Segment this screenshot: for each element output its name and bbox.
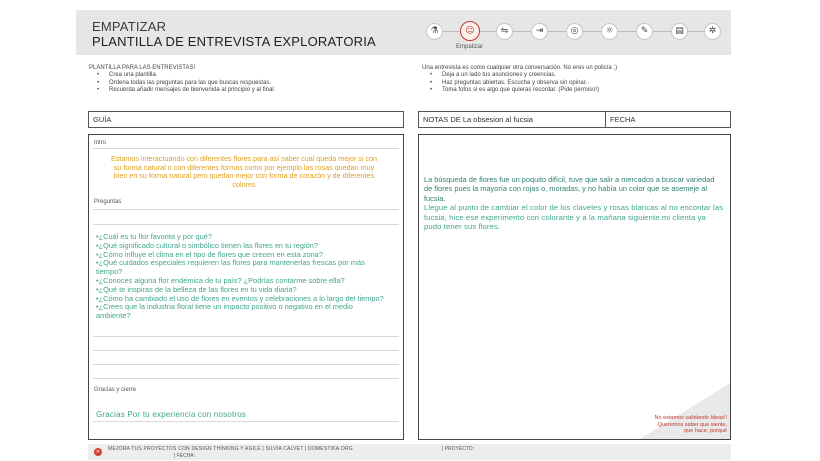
- signpost-icon[interactable]: ⇥: [531, 23, 548, 40]
- guia-header: GUÍA: [88, 111, 404, 128]
- list-item: • Haz preguntas abiertas. Escucha y observa sin opinar.: [430, 80, 617, 87]
- question-item: •¿Crees que la industria floral tiene un impacto positivo o negativo en el medio ambiente?: [96, 302, 353, 321]
- cycle-icon[interactable]: ✲: [704, 23, 721, 40]
- template-page: [76, 10, 731, 459]
- question-item: •¿Qué cuidados especiales requieren las flores para mantenerlas frescas por más tiempo?: [96, 258, 365, 277]
- divider: [93, 209, 399, 210]
- section-title: EMPATIZAR: [92, 19, 167, 34]
- pencil-icon[interactable]: ✎: [636, 23, 653, 40]
- gracias-label: Gracias y cierre: [94, 387, 137, 393]
- closing-note[interactable]: Gracias Por tu experiencia con nosotros: [96, 410, 247, 419]
- instructions-left: [89, 65, 274, 94]
- divider: [93, 224, 399, 225]
- divider: [93, 148, 399, 149]
- lightbulb-icon[interactable]: ☼: [601, 23, 618, 40]
- header-bar: [76, 10, 731, 55]
- preguntas-label: Preguntas: [94, 199, 122, 205]
- instructions-right: [422, 65, 617, 94]
- list-item: • Crea una plantilla.: [97, 72, 274, 79]
- connect-icon[interactable]: ⇋: [496, 23, 513, 40]
- instructions-left-title: PLANTILLA PARA LAS ENTREVISTAS!: [89, 65, 196, 71]
- logo-icon: ✕: [95, 449, 101, 455]
- footer-bar: [88, 444, 731, 460]
- question-item: •¿Qué te inspiras de la belleza de las flores en tu vida diaria?: [96, 284, 297, 294]
- divider: [93, 350, 399, 351]
- process-steps: [426, 21, 721, 41]
- footer-proyecto: | PROYECTO:: [442, 446, 475, 452]
- notas-header[interactable]: NOTAS DE La obsesion al fucsia: [418, 111, 606, 128]
- interview-note-1[interactable]: La búsqueda de flores fue un poquito difícil, tuve que salir a mercados a buscar variedad de flores pues la mayoría con rojas o, moradas, y no había un color que se asemeje al fucsia.: [424, 175, 715, 203]
- target-icon[interactable]: ◎: [566, 23, 583, 40]
- interview-note-2[interactable]: Llegue al punto de cambiar el color de los claveles y rosas blancas al no encontar las fucsia, hice ese experimento con colorante y a la mañana siguiente mi clienta ya pudo tener sus flores.: [424, 203, 724, 232]
- active-step-label: Empatizar: [456, 44, 484, 50]
- instructions-right-title: Una entrevista es como cualquier otra conversación. No eres un policía ;): [422, 65, 618, 71]
- questions-list[interactable]: [96, 233, 386, 321]
- divider: [93, 364, 399, 365]
- divider: [93, 378, 399, 379]
- notes-panel[interactable]: [418, 134, 731, 440]
- flask-icon[interactable]: ⚗: [426, 23, 443, 40]
- instructions-left-list: [97, 72, 274, 94]
- corner-reminder: No estamos validando Ideas!! Queremos saber que siente, que hace, porqué: [654, 415, 727, 435]
- divider: [93, 421, 399, 422]
- instructions-right-list: [430, 72, 617, 94]
- list-item: • Ordena todas las preguntas para las que buscas respuestas.: [97, 80, 274, 87]
- board-icon[interactable]: ▤: [671, 23, 688, 40]
- footer-credits: MEJORA TUS PROYECTOS CON DESIGN THINKING Y AGILE | SILVIA CALVET | DOMESTIKA.ORG: [108, 446, 353, 452]
- fecha-header[interactable]: FECHA: [605, 111, 731, 128]
- list-item: • Deja a un lado tus asunciones y creencias.: [430, 72, 617, 79]
- question-item: •¿Conoces alguna flor endémica de tu país? ¿Podrías contarme sobre ella?: [96, 275, 345, 285]
- question-item: •¿Cuál es tu flor favorita y por qué?: [96, 232, 212, 241]
- list-item: • Recuerda añadir mensajes de bienvenida al principio y al final: [97, 87, 274, 94]
- person-icon[interactable]: ☺: [460, 21, 480, 41]
- question-item: •¿Cómo influye el clima en el tipo de flores que crecen en esta zona?: [96, 249, 323, 259]
- intro-label: Intro: [94, 140, 107, 146]
- footer-fecha: | FECHA:: [174, 453, 196, 459]
- template-title: PLANTILLA DE ENTREVISTA EXPLORATORIA: [92, 34, 376, 49]
- intro-note[interactable]: Estamos interactuando con diferentes flores para así saber cual queda mejor si con su forma natural o con diferentes formas como por ejemplo las rosas quedan muy bien en su forma natural pero quedan mejor con forma de corazón y de diferentes colores: [110, 154, 378, 189]
- question-item: •¿Qué significado cultural o simbólico tienen las flores en tu región?: [96, 240, 318, 250]
- list-item: • Toma fotos si es algo que quieras recordar. (Pide permiso!): [430, 87, 617, 94]
- divider: [93, 336, 399, 337]
- question-item: •¿Cómo ha cambiado el uso de flores en eventos y celebraciones a lo largo del tiempo?: [96, 293, 384, 303]
- guide-panel: [88, 134, 404, 440]
